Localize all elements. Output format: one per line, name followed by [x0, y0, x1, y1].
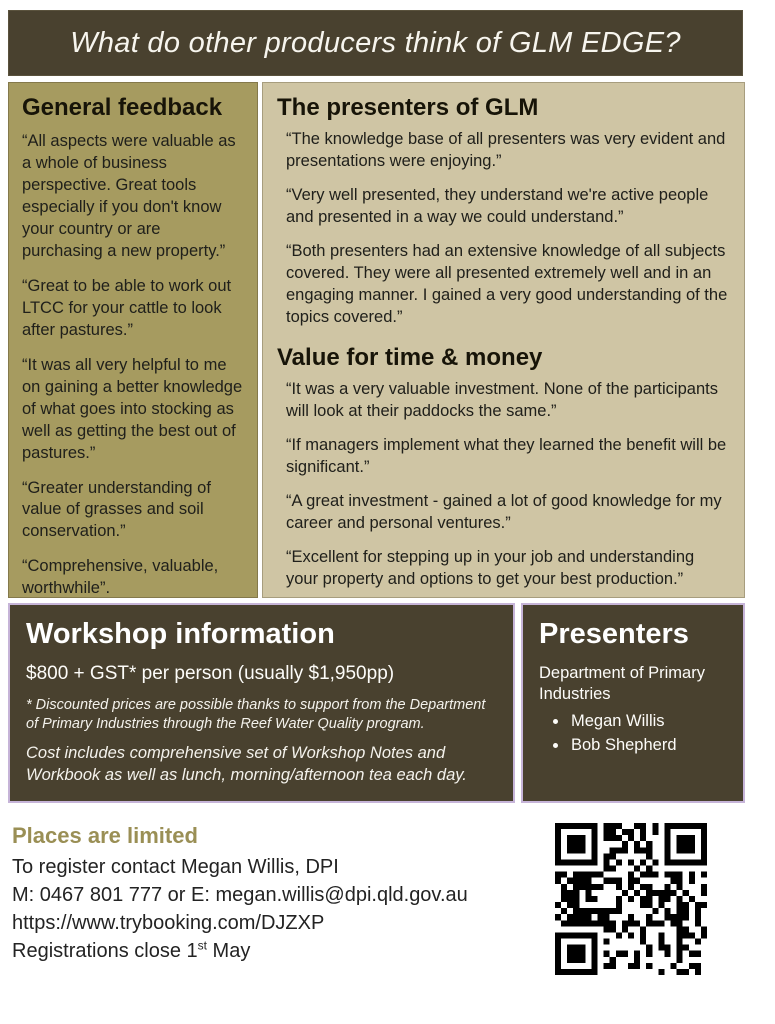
general-feedback-panel: [8, 82, 258, 598]
quote: “Very well presented, they understand we're active people and presented in a way we could understand.”: [286, 186, 709, 227]
quote: “It was all very helpful to me on gaining a better knowledge of what goes into stocking as well as getting the best out of pastures.”: [22, 355, 243, 462]
quote: “Excellent for stepping up in your job and understanding your property and options to get your best production.”: [286, 547, 695, 588]
general-feedback-heading: General feedback: [22, 94, 223, 121]
quote: “Great to be able to work out LTCC for your cattle to look after pastures.”: [22, 277, 232, 339]
registration-block: [12, 824, 552, 965]
page-title: What do other producers think of GLM EDGE?: [70, 26, 681, 59]
presenter-name: • Megan Willis: [569, 710, 727, 734]
right-feedback-panel: [262, 82, 745, 598]
header-banner: [8, 10, 743, 76]
register-contact-line: To register contact Megan Willis, DPI: [12, 856, 339, 879]
discount-note: * Discounted prices are possible thanks to support from the Department of Primary Industries through the Reef Water Quality program.: [26, 696, 486, 733]
quote: “The knowledge base of all presenters was very evident and presentations were enjoying.”: [286, 130, 726, 171]
booking-url: https://www.trybooking.com/DJZXP: [12, 912, 325, 935]
registration-deadline-line: [12, 937, 552, 965]
qr-code-svg: [555, 823, 707, 975]
quote: “A great investment - gained a lot of good knowledge for my career and personal ventures.”: [286, 492, 722, 532]
quote: “Comprehensive, valuable, worthwhile”.: [22, 557, 219, 598]
deadline-month: May: [207, 940, 251, 963]
cost-note: Cost includes comprehensive set of Workshop Notes and Workbook as well as lunch, morning/afternoon tea each day.: [26, 744, 467, 784]
presenter-list: [539, 710, 727, 758]
quote: “Greater understanding of value of grasses and soil conservation.”: [22, 478, 211, 541]
presenters-of-glm-heading: The presenters of GLM: [277, 94, 539, 121]
quote: “All aspects were valuable as a whole of business perspective. Great tools especially if you don't know your country or are purchasing a new property.”: [22, 132, 236, 261]
places-limited-heading: Places are limited: [12, 823, 198, 848]
value-for-time-money-heading: Value for time & money: [277, 343, 543, 371]
price-line: $800 + GST* per person (usually $1,950pp): [26, 662, 395, 684]
workshop-information-panel: [8, 603, 515, 803]
presenter-name: • Bob Shepherd: [569, 734, 727, 758]
qr-code-icon: [555, 823, 707, 975]
presenters-heading: Presenters: [539, 618, 689, 650]
presenters-panel: [521, 603, 745, 803]
presenters-organisation: Department of Primary Industries: [539, 663, 705, 704]
deadline-ordinal-superscript: st: [197, 938, 207, 953]
register-phone-email-line: M: 0467 801 777 or E: megan.willis@dpi.qld.gov.au: [12, 884, 468, 907]
workshop-information-heading: Workshop information: [26, 618, 335, 650]
deadline-text: Registrations close 1: [12, 940, 198, 963]
quote: “If managers implement what they learned the benefit will be significant.”: [286, 436, 727, 477]
quote: “It was a very valuable investment. None of the participants will look at their paddocks the same.”: [286, 380, 718, 421]
quote: “Both presenters had an extensive knowledge of all subjects covered. They were all presented extremely well and in an engaging manner. I gained a very good understanding of the topics covered.”: [286, 242, 728, 326]
